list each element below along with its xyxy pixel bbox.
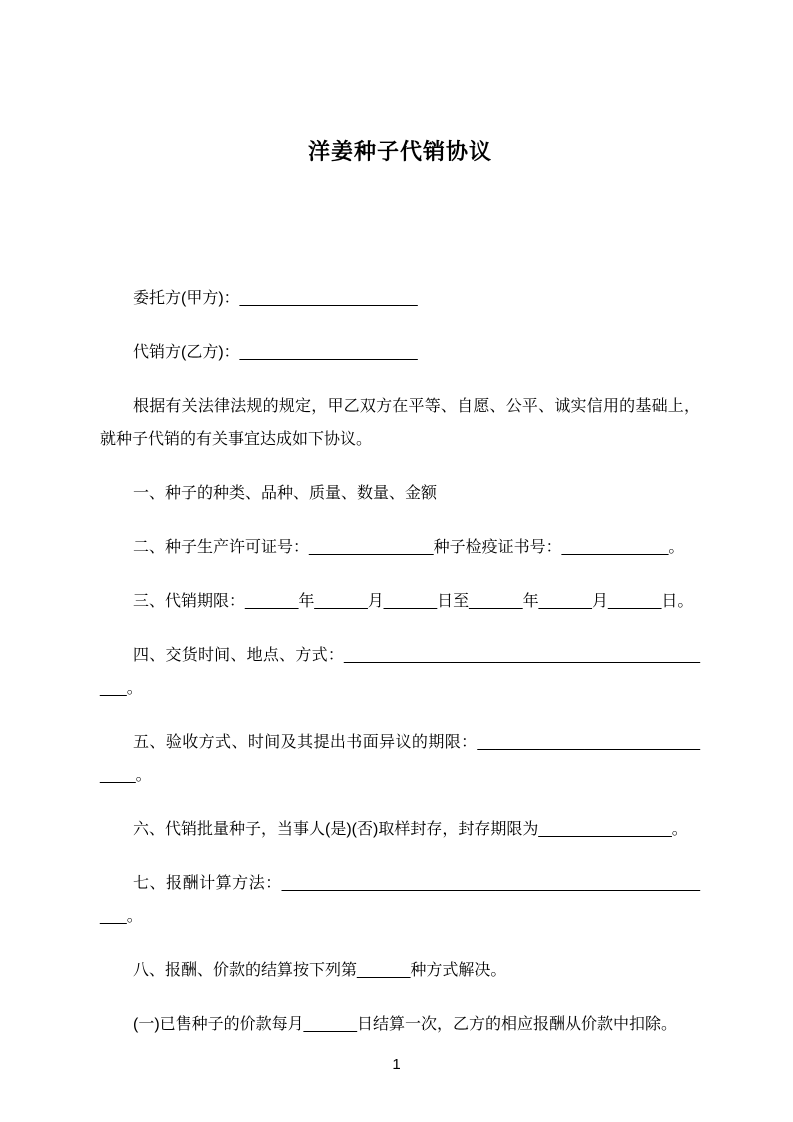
document-title: 洋姜种子代销协议 — [307, 139, 492, 164]
intro-paragraph: 根据有关法律法规的规定，甲乙双方在平等、自愿、公平、诚实信用的基础上，就种子代销的有关事宜达成如下协议。 — [100, 398, 700, 448]
clause-3-consignment-period: 三、代销期限：______年______月______日至______年______月______日。 — [133, 593, 694, 610]
page-number: 1 — [392, 1056, 401, 1073]
party-b-line: 代销方(乙方)：____________________ — [133, 344, 418, 361]
clause-8-item-1-monthly-settlement: (一)已售种子的价款每月______日结算一次，乙方的相应报酬从价款中扣除。 — [133, 1016, 678, 1033]
clause-2-license-numbers: 二、种子生产许可证号：______________种子检疫证书号：____________。 — [133, 539, 685, 556]
document-body — [100, 0, 700, 1062]
clause-1-seed-type: 一、种子的种类、品种、质量、数量、金额 — [133, 485, 438, 502]
clause-7-remuneration-method: 七、报酬计算方法：__________________________________________________。 — [100, 875, 700, 925]
party-a-line: 委托方(甲方)：____________________ — [133, 290, 418, 307]
clause-6-sample-sealing: 六、代销批量种子，当事人(是)(否)取样封存，封存期限为_______________。 — [133, 821, 688, 838]
clause-4-delivery-terms: 四、交货时间、地点、方式：___________________________________________。 — [100, 647, 700, 697]
clause-8-settlement-method: 八、报酬、价款的结算按下列第______种方式解决。 — [133, 962, 507, 979]
clause-5-inspection-terms: 五、验收方式、时间及其提出书面异议的期限：_____________________________。 — [100, 734, 700, 784]
